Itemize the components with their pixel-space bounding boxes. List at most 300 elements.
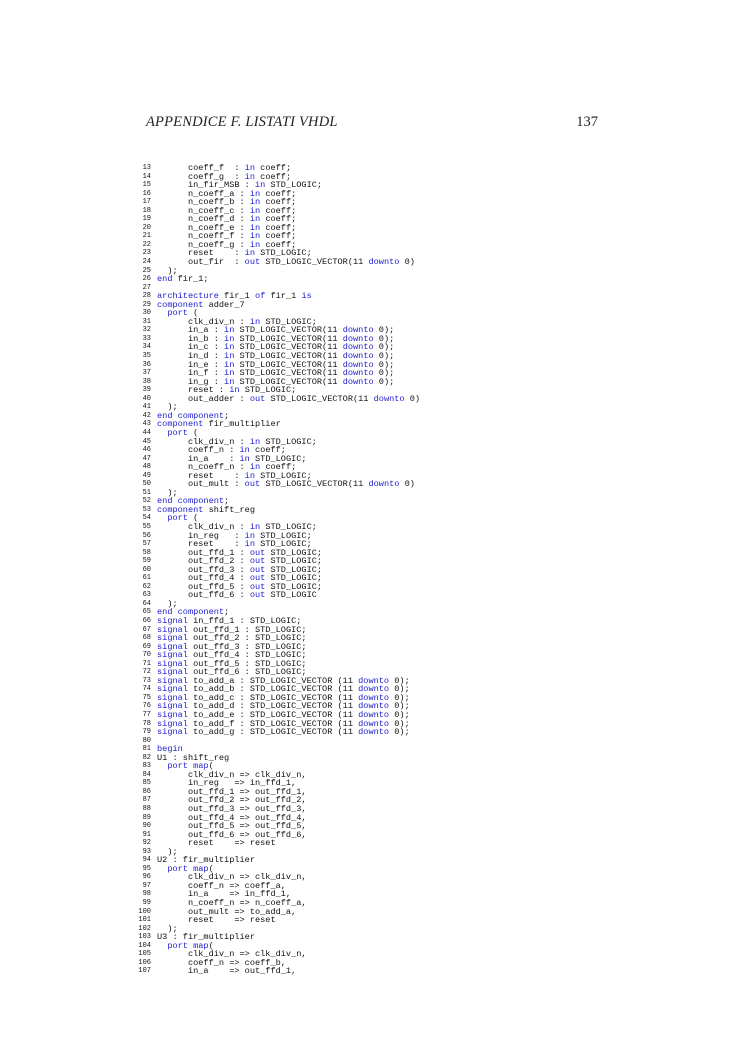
vhdl-keyword: in (239, 453, 250, 464)
vhdl-keyword: in (224, 376, 235, 387)
vhdl-keyword: architecture (157, 291, 219, 302)
line-number: 62 (142, 582, 151, 591)
line-number: 43 (142, 420, 151, 429)
code-token: out_fir : (157, 257, 245, 268)
vhdl-keyword: downto (342, 333, 374, 344)
code-token: in_a : (157, 453, 240, 464)
line-number: 76 (142, 702, 151, 711)
vhdl-keyword: in (249, 239, 261, 250)
line-number: 92 (142, 839, 151, 848)
code-token: coeff; (260, 239, 297, 250)
code-token: out_ffd_3 : STD_LOGIC; (187, 641, 307, 652)
code-token: to_add_a : STD_LOGIC_VECTOR (11 (187, 675, 359, 686)
vhdl-keyword: port (167, 513, 188, 524)
line-number: 82 (142, 753, 151, 762)
line-number: 102 (138, 924, 151, 933)
code-token: ); (157, 265, 178, 276)
vhdl-keyword: end (157, 274, 173, 285)
line-number: 42 (142, 411, 151, 420)
code-token: ( (187, 308, 199, 319)
line-number: 64 (142, 599, 151, 608)
code-token: clk_div_n => clk_div_n, (157, 949, 307, 960)
code-listing (133, 164, 603, 976)
code-token: to_add_c : STD_LOGIC_VECTOR (11 (187, 692, 359, 703)
line-number: 68 (142, 634, 151, 643)
page-number: 137 (576, 114, 598, 130)
code-token: STD_LOGIC; (255, 470, 312, 481)
code-token: out_adder : (157, 393, 250, 404)
code-token: shift_reg (203, 504, 255, 515)
code-token: out_mult => to_add_a, (157, 906, 297, 917)
vhdl-keyword: in (249, 188, 261, 199)
vhdl-keyword: downto (368, 257, 400, 268)
line-number: 56 (142, 531, 151, 540)
code-token: 0) (399, 479, 415, 490)
line-number: 98 (142, 890, 151, 899)
running-title: APPENDICE F. LISTATI VHDL (146, 114, 338, 130)
line-number: 55 (142, 522, 151, 531)
line-number: 49 (142, 471, 151, 480)
vhdl-keyword: downto (342, 359, 374, 370)
vhdl-keyword: downto (342, 368, 374, 379)
code-token: STD_LOGIC; (265, 573, 323, 584)
vhdl-keyword: signal (157, 675, 188, 686)
line-number: 93 (142, 847, 151, 856)
vhdl-keyword: downto (358, 701, 390, 712)
vhdl-keyword: downto (342, 351, 374, 362)
vhdl-keyword: in (224, 325, 235, 336)
code-token: out_mult : (157, 479, 245, 490)
code-token: to_add_g : STD_LOGIC_VECTOR (11 (187, 727, 359, 738)
line-number: 60 (142, 565, 151, 574)
code-token: 0); (373, 342, 395, 353)
vhdl-keyword: signal (157, 624, 188, 635)
line-number: 94 (142, 856, 151, 865)
code-token: 0); (373, 376, 395, 387)
code-line (133, 480, 603, 489)
vhdl-keyword: component (157, 419, 204, 430)
line-number: 14 (142, 172, 151, 181)
vhdl-keyword: downto (358, 718, 390, 729)
code-token: coeff_g : (157, 171, 245, 182)
line-number: 38 (142, 377, 151, 386)
code-token: fir_1 (265, 291, 302, 302)
line-number: 26 (142, 275, 151, 284)
line-number: 61 (142, 574, 151, 583)
code-token: in_d : (157, 351, 225, 362)
line-number: 73 (142, 676, 151, 685)
code-token: n_coeff_d : (157, 214, 250, 225)
code-line (133, 506, 603, 515)
code-token: 0); (389, 684, 410, 695)
line-number: 69 (142, 642, 151, 651)
code-token: U2 : fir_multiplier (157, 855, 255, 866)
line-code (157, 967, 296, 976)
vhdl-keyword: signal (157, 658, 188, 669)
vhdl-keyword: signal (157, 684, 188, 695)
code-token: in_e : (157, 359, 225, 370)
vhdl-keyword: in (255, 180, 266, 191)
code-token: 0); (373, 368, 395, 379)
code-token: 0); (373, 325, 395, 336)
line-number: 85 (142, 779, 151, 788)
code-token: out_ffd_6 : (157, 590, 250, 601)
code-token: STD_LOGIC_VECTOR(11 (234, 325, 343, 336)
code-token: STD_LOGIC; (255, 248, 312, 259)
vhdl-keyword: in (244, 470, 255, 481)
line-number: 80 (142, 736, 151, 745)
code-token: STD_LOGIC_VECTOR(11 (234, 342, 343, 353)
vhdl-keyword: of (255, 291, 266, 302)
code-token: in_f : (157, 368, 225, 379)
line-number: 15 (142, 181, 151, 190)
code-token: clk_div_n : (157, 316, 250, 327)
code-token: 0); (389, 692, 410, 703)
code-token: coeff; (249, 445, 286, 456)
line-number: 13 (142, 164, 151, 172)
code-token: STD_LOGIC_VECTOR(11 (265, 393, 374, 404)
code-line (133, 839, 603, 848)
line-number: 20 (142, 223, 151, 232)
vhdl-keyword: signal (157, 727, 188, 738)
code-token: reset : (157, 470, 245, 481)
line-number: 83 (142, 762, 151, 771)
code-token: STD_LOGIC_VECTOR(11 (234, 376, 343, 387)
code-token: out_ffd_5 => out_ffd_5, (157, 821, 307, 832)
page-header (146, 114, 598, 134)
code-token: reset : (157, 539, 245, 550)
code-token: STD_LOGIC; (249, 453, 307, 464)
vhdl-keyword: signal (157, 641, 188, 652)
line-code (157, 728, 410, 737)
vhdl-keyword: begin (157, 744, 183, 755)
vhdl-keyword: out (249, 581, 266, 592)
code-token: out_ffd_1 : (157, 547, 250, 558)
code-line (133, 301, 603, 310)
vhdl-keyword: port (167, 427, 188, 438)
line-number: 23 (142, 249, 151, 258)
line-number: 54 (142, 514, 151, 523)
line-number: 36 (142, 360, 151, 369)
line-number: 70 (142, 651, 151, 660)
code-line (133, 258, 603, 267)
line-number: 35 (142, 352, 151, 361)
vhdl-keyword: downto (358, 727, 390, 738)
code-token: coeff; (260, 214, 297, 225)
code-token: n_coeff_b : (157, 197, 250, 208)
vhdl-keyword: in (244, 539, 255, 550)
line-number: 66 (142, 616, 151, 625)
code-token: reset : (157, 248, 245, 259)
line-number: 57 (142, 540, 151, 549)
vhdl-keyword: in (249, 462, 261, 473)
line-number: 103 (138, 933, 151, 942)
code-token: ); (157, 846, 178, 857)
line-number: 25 (142, 266, 151, 275)
code-token: coeff; (260, 197, 297, 208)
line-number: 67 (142, 625, 151, 634)
line-number: 86 (142, 787, 151, 796)
line-number: 78 (142, 719, 151, 728)
code-token: clk_div_n => clk_div_n, (157, 872, 307, 883)
vhdl-keyword: end component (157, 607, 225, 618)
code-token: coeff; (260, 205, 297, 216)
code-token: fir_1; (172, 274, 209, 285)
code-line (133, 916, 603, 925)
code-token: 0); (389, 710, 410, 720)
code-token: STD_LOGIC_VECTOR(11 (260, 257, 369, 268)
code-token: U1 : shift_reg (157, 752, 230, 763)
line-number: 53 (142, 505, 151, 514)
line-number: 24 (142, 258, 151, 267)
code-token: 0); (389, 718, 410, 729)
vhdl-keyword: downto (342, 376, 374, 387)
vhdl-keyword: port (167, 308, 188, 319)
vhdl-keyword: in (224, 368, 235, 379)
code-token: out_ffd_3 : (157, 564, 250, 575)
code-token: n_coeff_n : (157, 462, 250, 473)
code-token: out_ffd_5 : (157, 581, 250, 592)
line-number: 107 (138, 967, 151, 976)
code-token: STD_LOGIC; (255, 539, 312, 550)
vhdl-keyword: component (157, 299, 204, 310)
code-token: n_coeff_f : (157, 231, 250, 242)
vhdl-keyword: in (244, 248, 255, 259)
code-token: out_ffd_4 : (157, 573, 250, 584)
line-number: 45 (142, 437, 151, 446)
line-number: 77 (142, 711, 151, 719)
line-number: 72 (142, 668, 151, 677)
code-token: to_add_b : STD_LOGIC_VECTOR (11 (187, 684, 359, 695)
code-token: in_g : (157, 376, 225, 387)
code-token: out_ffd_2 => out_ffd_2, (157, 795, 307, 806)
code-token: fir_1 (218, 291, 255, 302)
code-token: out_ffd_2 : (157, 556, 250, 567)
vhdl-keyword: in (229, 385, 240, 396)
line-number: 30 (142, 309, 151, 318)
code-token: STD_LOGIC; (239, 385, 297, 396)
code-token: ( (187, 427, 199, 438)
code-token: STD_LOGIC; (260, 316, 317, 327)
line-number: 105 (138, 950, 151, 959)
code-token: STD_LOGIC; (265, 564, 323, 575)
code-token: out_ffd_4 => out_ffd_4, (157, 812, 307, 823)
code-token: to_add_e : STD_LOGIC_VECTOR (11 (187, 710, 359, 720)
code-token: ; (224, 607, 230, 618)
vhdl-keyword: downto (358, 692, 390, 703)
line-number: 65 (142, 608, 151, 617)
code-token: 0); (373, 333, 395, 344)
code-token: in_a => out_ffd_1, (157, 966, 297, 977)
code-line (133, 395, 603, 404)
code-token: ); (157, 598, 178, 609)
line-number: 59 (142, 557, 151, 566)
code-token: out_ffd_3 => out_ffd_3, (157, 804, 307, 815)
code-token: clk_div_n : (157, 521, 250, 532)
code-token: coeff; (255, 171, 292, 182)
code-token: coeff; (260, 462, 297, 473)
code-token: 0); (389, 727, 410, 738)
code-token: U3 : fir_multiplier (157, 932, 255, 943)
vhdl-keyword: signal (157, 650, 188, 661)
line-number: 39 (142, 386, 151, 395)
code-token: STD_LOGIC; (265, 556, 323, 567)
vhdl-keyword: out (244, 479, 261, 490)
code-token: STD_LOGIC; (265, 180, 323, 191)
line-number: 21 (142, 232, 151, 241)
code-token: 0); (373, 359, 395, 370)
vhdl-keyword: in (224, 333, 235, 344)
vhdl-keyword: out (249, 564, 266, 575)
code-token: 0); (373, 351, 395, 362)
vhdl-keyword: signal (157, 710, 188, 720)
line-number: 97 (142, 881, 151, 890)
vhdl-keyword: downto (368, 479, 400, 490)
vhdl-keyword: downto (358, 684, 390, 695)
vhdl-keyword: in (249, 214, 261, 225)
code-token: coeff; (260, 188, 297, 199)
code-token: coeff_n : (157, 445, 240, 456)
code-token: out_ffd_4 : STD_LOGIC; (187, 650, 307, 661)
code-token: ; (224, 410, 230, 421)
code-token: STD_LOGIC; (265, 581, 323, 592)
line-number: 28 (142, 292, 151, 301)
line-number: 50 (142, 480, 151, 489)
code-token: to_add_d : STD_LOGIC_VECTOR (11 (187, 701, 359, 712)
code-token: STD_LOGIC_VECTOR(11 (260, 479, 369, 490)
vhdl-keyword: out (249, 547, 266, 558)
vhdl-keyword: signal (157, 692, 188, 703)
line-number: 33 (142, 334, 151, 343)
line-number: 74 (142, 685, 151, 694)
code-token: out_ffd_5 : STD_LOGIC; (187, 658, 307, 669)
line-number: 51 (142, 488, 151, 497)
vhdl-keyword: signal (157, 633, 188, 644)
vhdl-keyword: in (249, 436, 261, 447)
code-token: ( (208, 940, 214, 951)
vhdl-keyword: signal (157, 667, 188, 678)
code-token: STD_LOGIC_VECTOR(11 (234, 368, 343, 379)
code-line (133, 967, 603, 976)
code-token: reset => reset (157, 838, 276, 849)
line-number: 100 (138, 907, 151, 916)
vhdl-keyword: in (249, 205, 261, 216)
code-token: STD_LOGIC_VECTOR(11 (234, 333, 343, 344)
code-token: in_b : (157, 333, 225, 344)
line-number: 87 (142, 796, 151, 805)
line-number: 22 (142, 240, 151, 249)
line-number: 52 (142, 497, 151, 506)
code-token: ); (157, 923, 178, 934)
line-number: 32 (142, 326, 151, 335)
line-number: 75 (142, 693, 151, 702)
code-token: STD_LOGIC_VECTOR(11 (234, 359, 343, 370)
vhdl-keyword: component (157, 504, 204, 515)
vhdl-keyword: out (249, 393, 266, 404)
code-token: clk_div_n => clk_div_n, (157, 769, 307, 780)
line-number: 40 (142, 394, 151, 403)
line-code (157, 480, 415, 489)
code-token: ( (208, 863, 214, 874)
code-token: coeff; (260, 222, 297, 233)
code-token: ; (224, 496, 230, 507)
code-line (133, 737, 603, 746)
vhdl-keyword: is (301, 291, 312, 302)
line-number: 18 (142, 206, 151, 215)
line-number: 29 (142, 300, 151, 309)
line-code (157, 395, 420, 404)
line-number: 46 (142, 446, 151, 455)
vhdl-keyword: end component (157, 410, 225, 421)
code-token: STD_LOGIC_VECTOR(11 (234, 351, 343, 362)
line-number: 58 (142, 548, 151, 557)
line-number: 79 (142, 728, 151, 737)
code-token: 0); (389, 675, 410, 686)
code-token: out_ffd_1 : STD_LOGIC; (187, 624, 307, 635)
code-token: coeff_n => coeff_b, (157, 957, 286, 968)
code-token: coeff; (255, 163, 292, 173)
vhdl-keyword: in (224, 359, 235, 370)
line-number: 31 (142, 317, 151, 326)
vhdl-keyword: port map (167, 761, 209, 772)
vhdl-keyword: signal (157, 615, 188, 626)
code-token: 0) (404, 393, 421, 404)
vhdl-keyword: signal (157, 718, 188, 729)
code-token: in_reg => in_ffd_1, (157, 778, 297, 789)
code-line (133, 591, 603, 600)
code-token: in_reg : (157, 530, 245, 541)
line-code (157, 258, 415, 267)
code-token: n_coeff_c : (157, 205, 250, 216)
code-token: n_coeff_n => n_coeff_a, (157, 898, 307, 909)
code-token: STD_LOGIC; (260, 521, 317, 532)
vhdl-keyword: downto (342, 325, 374, 336)
code-token: coeff_n => coeff_a, (157, 880, 286, 891)
code-line (133, 728, 603, 737)
code-token: out_ffd_6 : STD_LOGIC; (187, 667, 307, 678)
vhdl-keyword: port map (167, 863, 209, 874)
code-line (133, 275, 603, 284)
line-number: 88 (142, 805, 151, 814)
vhdl-keyword: in (249, 197, 261, 208)
code-token: STD_LOGIC; (265, 547, 323, 558)
line-number: 16 (142, 189, 151, 198)
code-token: ( (208, 761, 214, 772)
code-token: 0); (389, 701, 410, 712)
line-number: 90 (142, 822, 151, 831)
line-number: 19 (142, 215, 151, 224)
line-number: 84 (142, 770, 151, 779)
code-token: coeff; (260, 231, 297, 242)
code-token: STD_LOGIC; (260, 436, 317, 447)
code-token: adder_7 (203, 299, 245, 310)
code-token: STD_LOGIC (265, 590, 317, 601)
code-token: in_c : (157, 342, 225, 353)
vhdl-keyword: out (249, 573, 266, 584)
line-number: 99 (142, 899, 151, 908)
code-token: in_a => in_ffd_1, (157, 889, 292, 900)
vhdl-keyword: end component (157, 496, 225, 507)
line-number: 44 (142, 428, 151, 437)
code-token: out_ffd_1 => out_ffd_1, (157, 786, 307, 797)
vhdl-keyword: signal (157, 701, 188, 712)
code-line (133, 420, 603, 429)
line-number: 95 (142, 864, 151, 873)
code-token: n_coeff_g : (157, 239, 250, 250)
vhdl-keyword: in (244, 163, 255, 173)
line-number: 41 (142, 403, 151, 412)
vhdl-keyword: in (249, 316, 261, 327)
